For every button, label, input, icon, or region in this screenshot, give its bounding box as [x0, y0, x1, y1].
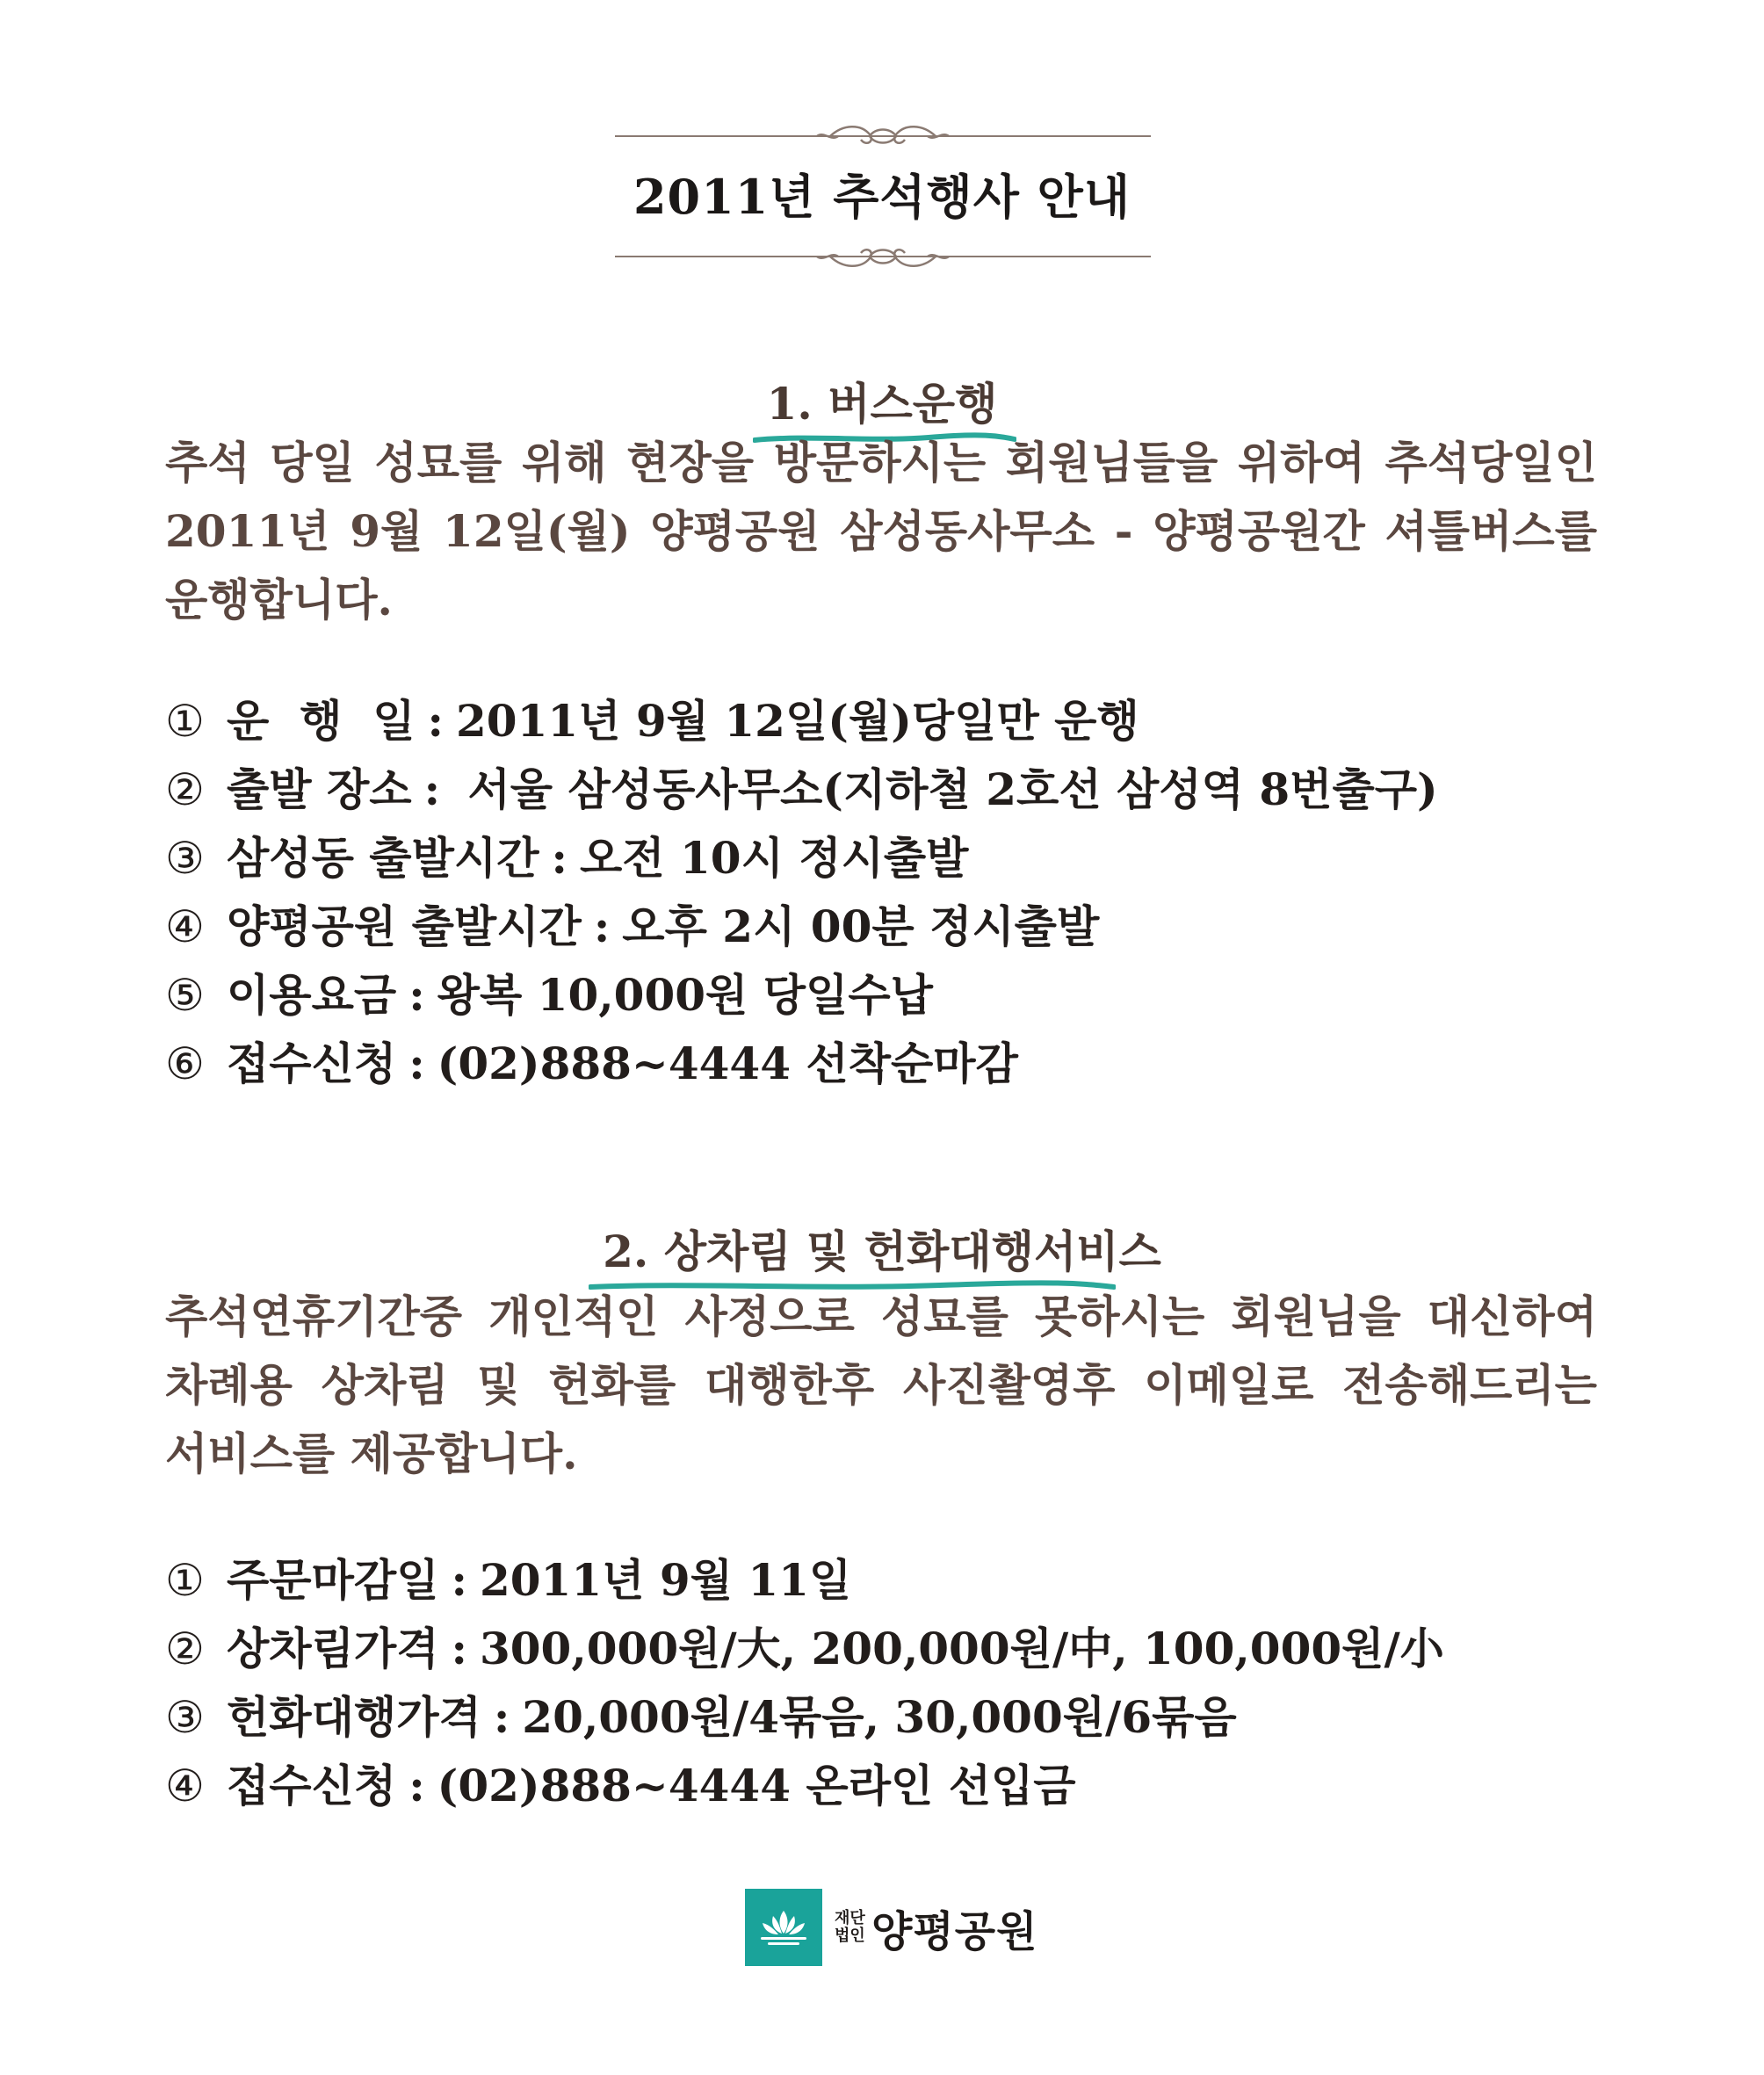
service-description	[165, 1283, 1597, 1488]
section-heading-service	[0, 1217, 1764, 1280]
organization-logo	[745, 1889, 1037, 1966]
paragraph-line: 서비스를 제공합니다.	[165, 1428, 578, 1479]
ornament-divider-bottom-icon	[615, 239, 1151, 274]
list-item: ② 출발 장소 : 서울 삼성동사무소(지하철 2호선 삼성역 8번출구)	[165, 763, 1438, 815]
paragraph-line: 차례용 상차림 및 헌화를 대행한후 사진촬영후 이메일로 전송해드리는	[165, 1359, 1597, 1411]
paragraph-line: 추석 당일 성묘를 위해 현장을 방문하시는 회원님들을 위하여 추석당일인	[165, 437, 1597, 488]
section-heading-text: 1. 버스운행	[766, 378, 998, 430]
title-block	[0, 105, 1764, 299]
paragraph-line: 2011년 9월 12일(월) 양평공원 삼성동사무소 - 양평공원간 셔틀버스를	[165, 505, 1597, 557]
section-heading-bus	[0, 369, 1764, 432]
section-heading-text: 2. 상차림 및 헌화대행서비스	[603, 1225, 1161, 1277]
list-item: ⑤ 이용요금 : 왕복 10,000원 당일수납	[165, 969, 933, 1021]
ornament-divider-top-icon	[615, 119, 1151, 154]
bus-details-list	[165, 687, 1597, 1098]
list-item: ⑥ 접수신청 : (02)888~4444 선착순마감	[165, 1038, 1018, 1089]
bus-description	[165, 429, 1597, 634]
list-item: ① 운 행 일 : 2011년 9월 12일(월)당일만 운행	[165, 695, 1139, 747]
document-title: 2011년 추석행사 안내	[633, 169, 1131, 225]
paragraph-line: 추석연휴기간중 개인적인 사정으로 성묘를 못하시는 회원님을 대신하여	[165, 1291, 1597, 1342]
list-item: ③ 헌화대행가격 : 20,000원/4묶음, 30,000원/6묶음	[165, 1691, 1237, 1743]
service-details-list	[165, 1546, 1597, 1820]
list-item: ② 상차림가격 : 300,000원/大, 200,000원/中, 100,000원/小	[165, 1623, 1444, 1674]
logo-foundation-label: 재단법인	[835, 1909, 865, 1945]
paragraph-line: 운행합니다.	[165, 574, 393, 625]
logo-organization-name: 양평공원	[871, 1906, 1038, 1956]
list-item: ④ 접수신청 : (02)888~4444 온라인 선입금	[165, 1760, 1076, 1811]
list-item: ④ 양평공원 출발시간 : 오후 2시 00분 정시출발	[165, 900, 1100, 952]
list-item: ① 주문마감일 : 2011년 9월 11일	[165, 1554, 852, 1606]
list-item: ③ 삼성동 출발시간 : 오전 10시 정시출발	[165, 832, 969, 884]
lotus-logo-icon	[745, 1889, 822, 1966]
